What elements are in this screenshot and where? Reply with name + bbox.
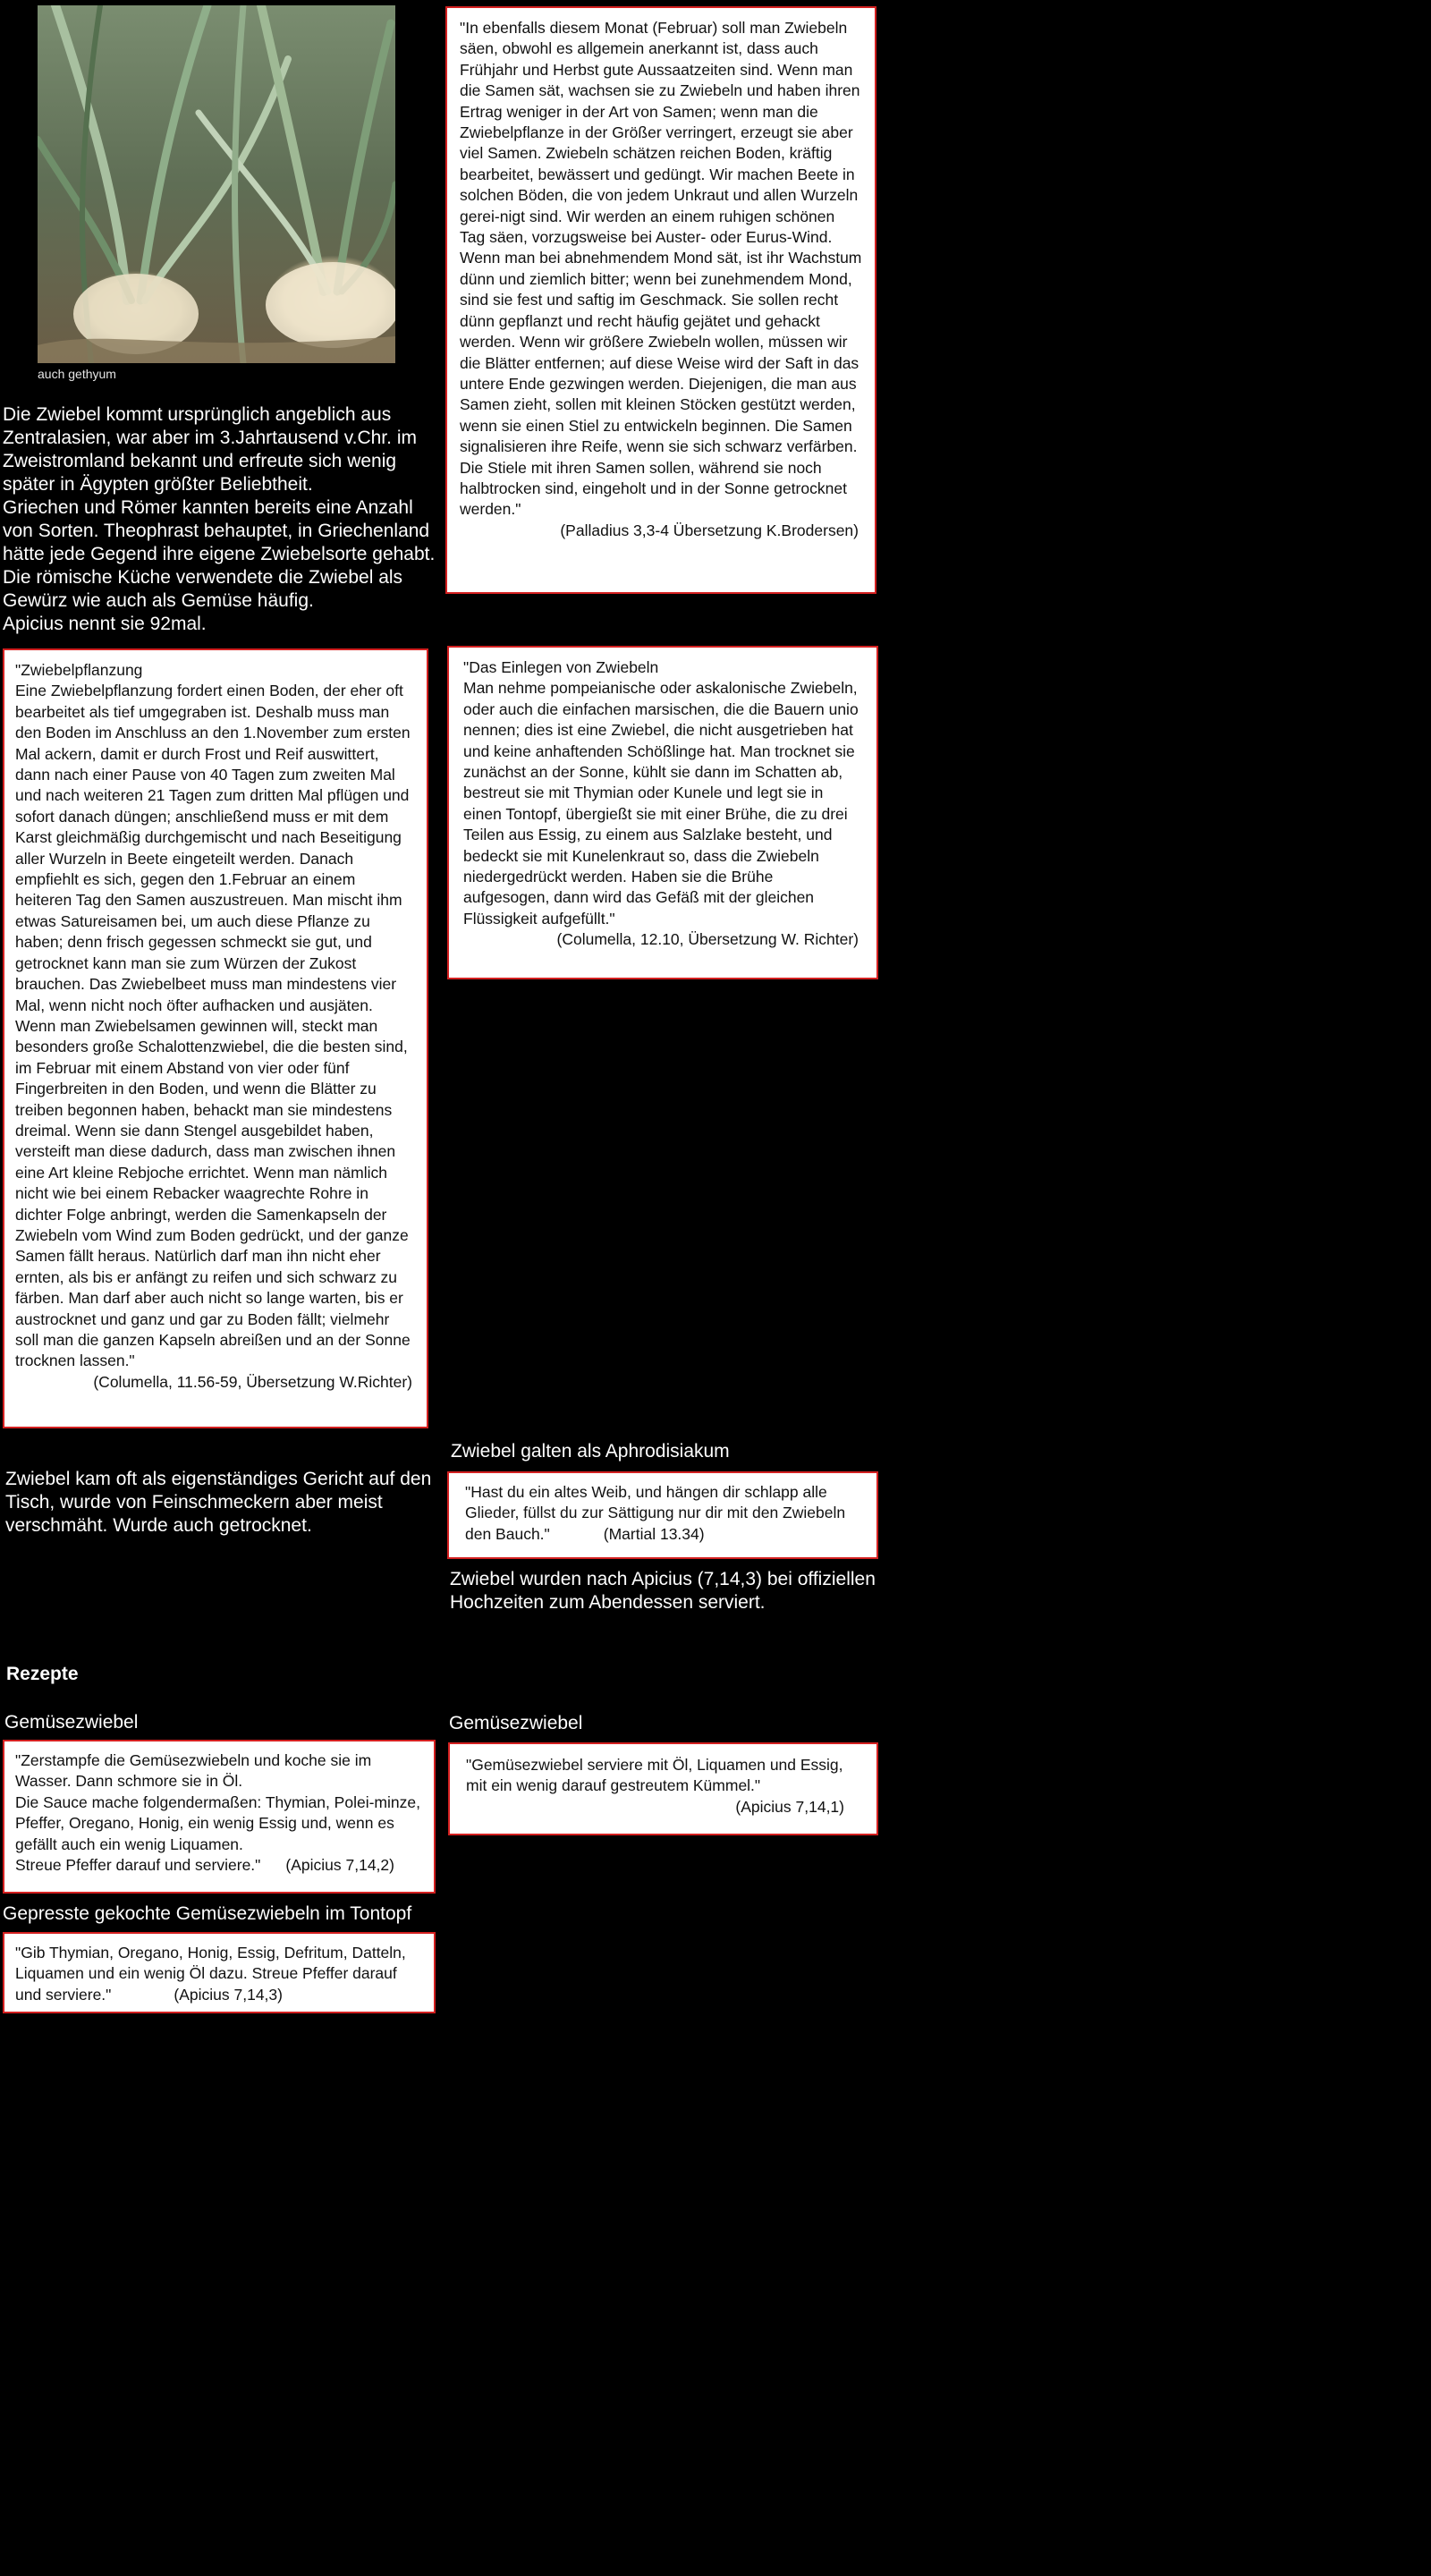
recipe-2-title: Gemüsezwiebel [449,1713,583,1733]
recipe-3-source: (Apicius 7,14,3) [174,1985,283,2004]
recipe-2-text: "Gemüsezwiebel serviere mit Öl, Liquamen und Essig, mit ein wenig darauf gestreutem Kümmel." [466,1756,843,1795]
pickling-source: (Columella, 12.10, Übersetzung W. Richter) [556,930,859,949]
intro-paragraph: Die römische Küche verwendete die Zwiebel als Gewürz wie auch als Gemüse häufig. [3,567,403,611]
martial-quote-text: "Hast du ein altes Weib, und hängen dir schlapp alle Glieder, füllst du zur Sättigung nur dir mit den Zwiebeln den Bauch." [465,1483,846,1543]
martial-source: (Martial 13.34) [603,1524,705,1543]
recipe-1-source: (Apicius 7,14,2) [285,1856,394,1875]
columella-planting-box [3,648,428,1428]
intro-paragraph: Die Zwiebel kommt ursprünglich angeblich aus Zentralasien, war aber im 3.Jahrtausend v.Chr. im Zweistromland bekannt und erfreute sich wenig später in Ägypten größter Beliebtheit. [3,404,417,495]
recipe-1-line-3: Streue Pfeffer darauf und serviere." [15,1856,261,1875]
intro-paragraph: Griechen und Römer kannten bereits eine Anzahl von Sorten. Theophrast behauptet, in Griechenland hätte jede Gegend ihre eigene Zwiebelsorte gehabt. [3,497,436,564]
recipe-2-box [448,1742,878,1835]
wedding-note: Zwiebel wurden nach Apicius (7,14,3) bei offiziellen Hochzeiten zum Abendessen serviert. [450,1569,876,1613]
planting-paragraph-1: Eine Zwiebelpflanzung fordert einen Boden, der eher oft bearbeitet als tief umgegraben ist. Deshalb muss man den Boden im Anschluss an den 1.November zum ersten Mal ackern, damit er durch Frost und Reif auswittert, dann nach einer Pause von 40 Tagen zum zweiten Mal und nach weiteren 21 Tagen zum dritten Mal pflügen und sofort danach düngen; anschließend muss er mit dem Karst gleichmäßig durchgemischt und nach Beseitigung aller Wurzeln in Beete eingeteilt werden. Danach empfiehlt es sich, gegen den 1.Februar an einem heiteren Tag den Samen auszustreuen. Man mischt ihm etwas Satureisamen bei, um auch diese Pflanze zu haben; denn frisch gegessen schmeckt sie gut, und getrocknet kann man sie zum Würzen der Zukost brauchen. Das Zwiebelbeet muss man mindestens vier Mal, wenn nicht noch öfter aufhacken und ausjäten. [15,682,411,1014]
recipe-3-box [3,1932,436,2013]
pickling-heading: "Das Einlegen von Zwiebeln [463,658,659,676]
aphrodisiac-label: Zwiebel galten als Aphrodisiakum [451,1441,730,1462]
photo-caption: auch gethyum [38,367,116,381]
palladius-quote-text: "In ebenfalls diesem Monat (Februar) soll man Zwiebeln säen, obwohl es allgemein anerkannt ist, dass auch Frühjahr und Herbst gute Aussaatzeiten sind. Wenn man die Samen sät, wachsen sie zu Zwiebeln und haben ihren Ertrag weniger in der Art von Samen; wenn man die Zwiebelpflanze in der Größer verringert, erzeugt sie aber viel Samen. Zwiebeln schätzen reichen Boden, kräftig bearbeitet, bewässert und gedüngt. Wir machen Beete in solchen Böden, die von jedem Unkraut und allen Wurzeln gerei-nigt sind. Wir werden an einem ruhigen schönen Tag säen, vorzugsweise bei Auster- oder Eurus-Wind. Wenn man bei abnehmendem Mond sät, ist ihr Wachstum dünn und ziemlich bitter; wenn bei zunehmendem Mond, sind sie fest und saftig im Geschmack. Sie sollen recht dünn gepflanzt und recht häufig gejätet und gehackt werden. Wenn wir größere Zwiebeln wollen, müssen wir die Blätter entfernen; auf diese Weise wird der Saft in das untere Ende gezwingen werden. Diejenigen, die man aus Samen zieht, sollen mit kleinen Stöcken gestützt werden, wenn sie einen Stiel zu entwickeln beginnen. Die Samen signalisieren ihre Reife, wenn sie sich schwarz verfärben. Die Stiele mit ihren Samen sollen, während sie noch halbtrocken sind, eingeholt und in der Sonne getrocknet werden." [460,19,862,519]
martial-quote-box [447,1471,878,1559]
columella-pickling-box [447,646,878,979]
dish-note: Zwiebel kam oft als eigenständiges Gericht auf den Tisch, wurde von Feinschmeckern aber meist verschmäht. Wurde auch getrocknet. [5,1469,432,1536]
palladius-source: (Palladius 3,3-4 Übersetzung K.Brodersen) [560,521,859,539]
recipe-3-title: Gepresste gekochte Gemüsezwiebeln im Tontopf [3,1903,412,1924]
recipe-1-title: Gemüsezwiebel [4,1712,139,1733]
planting-paragraph-2: Wenn man Zwiebelsamen gewinnen will, steckt man besonders große Schalottenzwiebel, die die besten sind, im Februar mit einem Abstand von vier oder fünf Fingerbreiten in den Boden, und wenn die Blätter zu treiben begonnen haben, behackt man sie mindestens dreimal. Wenn sie dann Stengel ausgebildet haben, versteift man diese dadurch, dass man zwischen ihnen eine Art kleine Rebjoche errichtet. Wenn man nämlich nicht wie bei einem Rebacker waagrechte Rohre in dichter Folge anbringt, werden die Samenkapseln der Zwiebeln vom Wind zum Boden gedrückt, und der ganze Samen fällt heraus. Natürlich darf man ihn nicht eher ernten, als bis er anfängt zu reifen und sich schwarz zu färben. Man darf aber auch nicht so lange warten, bis er austrocknet und ganz und gar zu Boden fällt; vielmehr soll man die ganzen Kapseln abreißen und an der Sonne trocknen lassen." [15,1016,411,1370]
recipe-1-line-2: Die Sauce mache folgendermaßen: Thymian, Polei-minze, Pfeffer, Oregano, Honig, ein wenig Essig und, wenn es gefällt auch ein wenig Liquamen. [15,1792,420,1853]
planting-heading: "Zwiebelpflanzung [15,661,143,679]
intro-text [3,403,441,636]
intro-paragraph: Apicius nennt sie 92mal. [3,614,207,634]
onion-photo [38,5,395,363]
palladius-quote-box [445,6,876,594]
recipe-1-box [3,1740,436,1894]
onion-leaves-illustration [38,5,395,363]
recipes-heading: Rezepte [6,1664,79,1684]
planting-source: (Columella, 11.56-59, Übersetzung W.Richter) [93,1372,412,1391]
recipe-1-line-1: "Zerstampfe die Gemüsezwiebeln und koche sie im Wasser. Dann schmore sie in Öl. [15,1751,372,1791]
recipe-3-text: "Gib Thymian, Oregano, Honig, Essig, Defritum, Datteln, Liquamen und ein wenig Öl dazu. Streue Pfeffer darauf und serviere." [15,1944,406,2004]
recipe-2-source: (Apicius 7,14,1) [735,1797,844,1816]
pickling-text: Man nehme pompeianische oder askalonische Zwiebeln, oder auch die einfachen marsischen, die die Bauern unio nennen; dies ist eine Zwiebel, die nicht ausgetrieben hat und keine anhaftenden Schößlinge hat. Man trocknet sie zunächst an der Sonne, kühlt sie dann im Schatten ab, bestreut sie mit Thymian oder Kunele und legt sie in einen Tontopf, übergießt sie mit einer Brühe, die zu drei Teilen aus Essig, zu einem aus Salzlake besteht, und bedeckt sie mit Kunelenkraut so, dass die Zwiebeln niedergedrückt werden. Haben sie die Brühe aufgesogen, dann wird das Gefäß mit der gleichen Flüssigkeit aufgefüllt." [463,679,859,928]
